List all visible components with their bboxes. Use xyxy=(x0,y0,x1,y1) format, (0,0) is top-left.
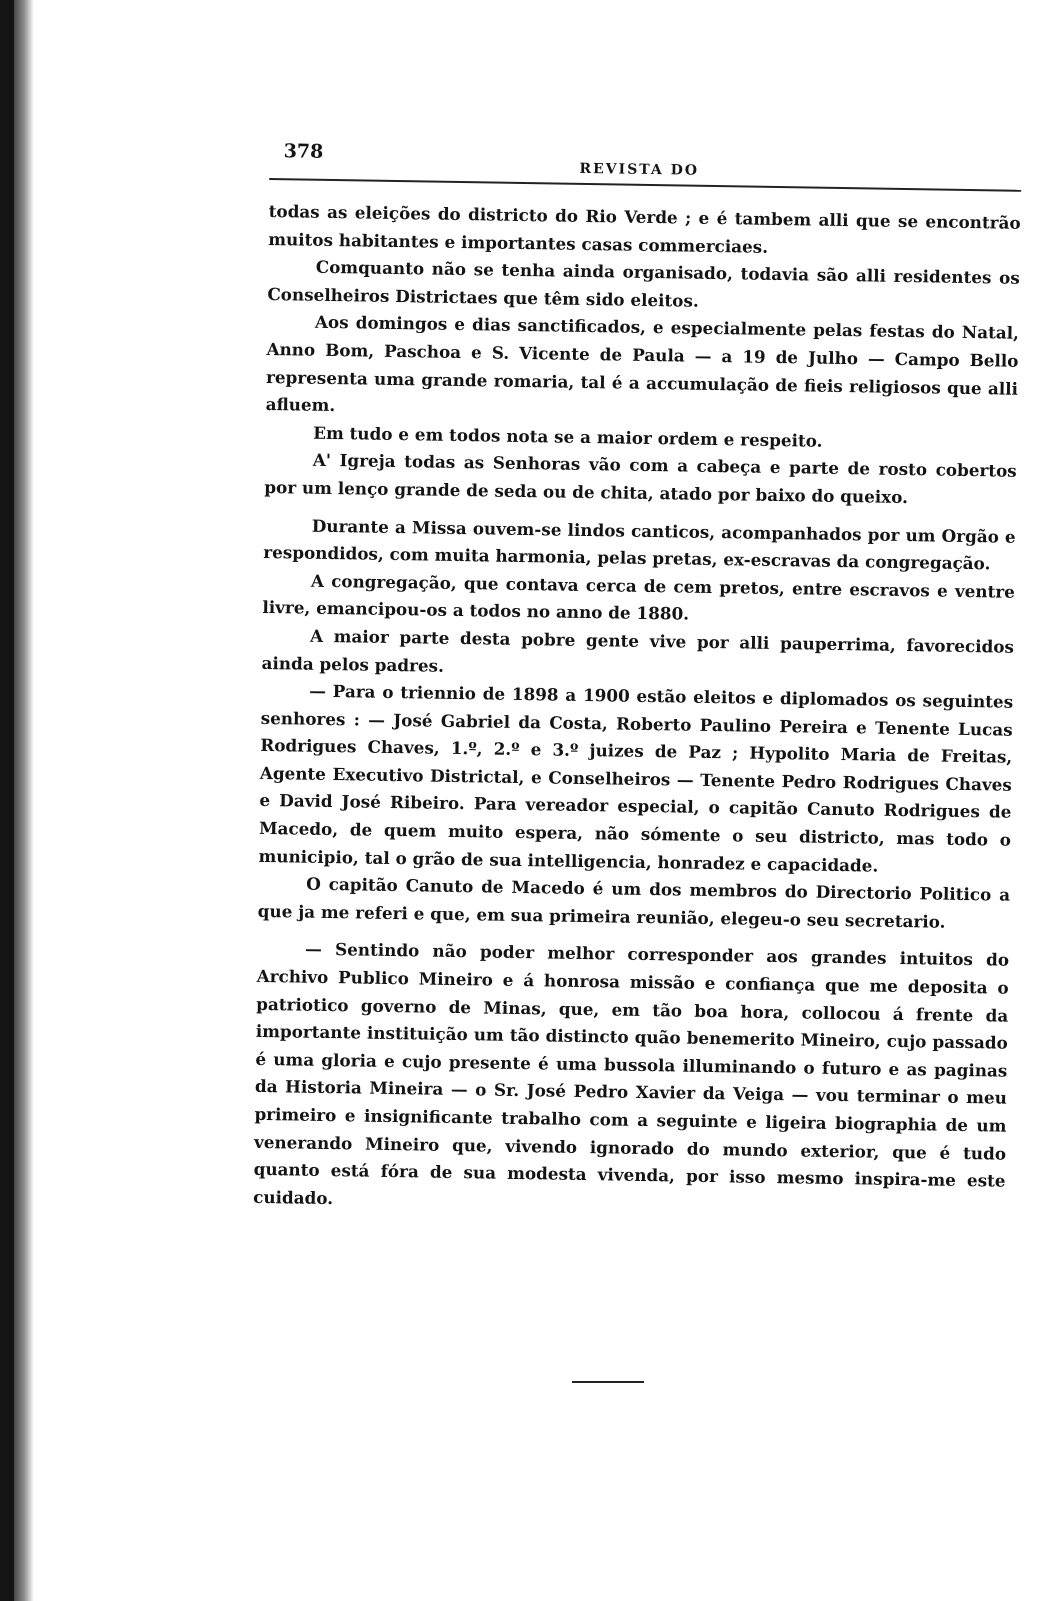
paragraph: A congregação, que contava cerca de cem pretos, entre escravos e ventre livre, emancipou-os a todos no anno de 1880. xyxy=(262,570,1016,624)
running-head: REVISTA DO xyxy=(579,160,700,179)
paragraph: todas as eleições do districto do Rio Verde ; e é tambem alli que se encontrão muitos habitantes e importantes casas commerciaes. xyxy=(268,200,1021,257)
page-header xyxy=(269,130,1022,192)
book-page xyxy=(253,130,1022,1223)
binding-edge xyxy=(0,0,14,1601)
paragraph: Aos domingos e dias sanctificados, e especialmente pelas festas do Natal, Anno Bom, Paschoa e S. Vicente de Paula — a 19 de Julho — Campo Bello representa uma grande romaria, tal é a accumulação de fieis religiosos que alli afluem. xyxy=(265,312,1020,416)
page-number: 378 xyxy=(283,140,324,163)
paragraph: — Sentindo não poder melhor corresponder aos grandes intuitos do Archivo Publico Mineiro e á honrosa missão e confiança que me deposita o patriotico governo de Minas, que, em tão boa hora, collocou á frente da importante instituição um tão distincto quão benemerito Mineiro, cujo passado é uma gloria e cujo presente é uma bussola illuminando o futuro e as paginas da Historia Mineira — o Sr. José Pedro Xavier da Veiga — vou terminar o meu primeiro e insignificante trabalho com a seguinte e ligeira biographia de um venerando Mineiro que, vivendo ignorado do mundo exterior, que é tudo quanto está fóra de sua modesta vivenda, por isso mesmo inspira-me este cuidado. xyxy=(253,939,1010,1208)
paragraph: A' Igreja todas as Senhoras vão com a cabeça e parte de rosto cobertos por um lenço grande de seda ou de chita, atado por baixo do queixo. xyxy=(264,450,1017,508)
paragraph: — Para o triennio de 1898 a 1900 estão eleitos e diplomados os seguintes senhores : — José Gabriel da Costa, Roberto Paulino Pereira e Tenente Lucas Rodrigues Chaves, 1.º, 2.º e 3.º juizes de Paz ; Hypolito Maria de Freitas, Agente Executivo Districtal, e Conselheiros — Tenente Pedro Rodrigues Chaves e David José Ribeiro. Para vereador especial, o capitão Canuto Rodrigues de Macedo, de quem muito espera, não sómente o seu districto, mas todo o municipio, tal o grão de sua intelligencia, honradez e capacidade. xyxy=(258,680,1014,876)
paragraph: Em tudo e em todos nota se a maior ordem e respeito. xyxy=(313,422,823,451)
body-text xyxy=(253,198,1021,1223)
paragraph: A maior parte desta pobre gente vive por alli pauperrima, favorecidos ainda pelos padres. xyxy=(261,625,1015,676)
paragraph: Comquanto não se tenha ainda organisado, todavia são alli residentes os Conselheiros Districtaes que têm sido eleitos. xyxy=(267,256,1020,311)
end-rule xyxy=(572,1381,644,1383)
paragraph: Durante a Missa ouvem-se lindos canticos, acompanhados por um Orgão e respondidos, com muita harmonia, pelas pretas, ex-escravas da congregação. xyxy=(263,515,1016,574)
paragraph: O capitão Canuto de Macedo é um dos membros do Directorio Politico a que ja me referi e que, em sua primeira reunião, elegeu-o seu secretario. xyxy=(257,873,1011,932)
